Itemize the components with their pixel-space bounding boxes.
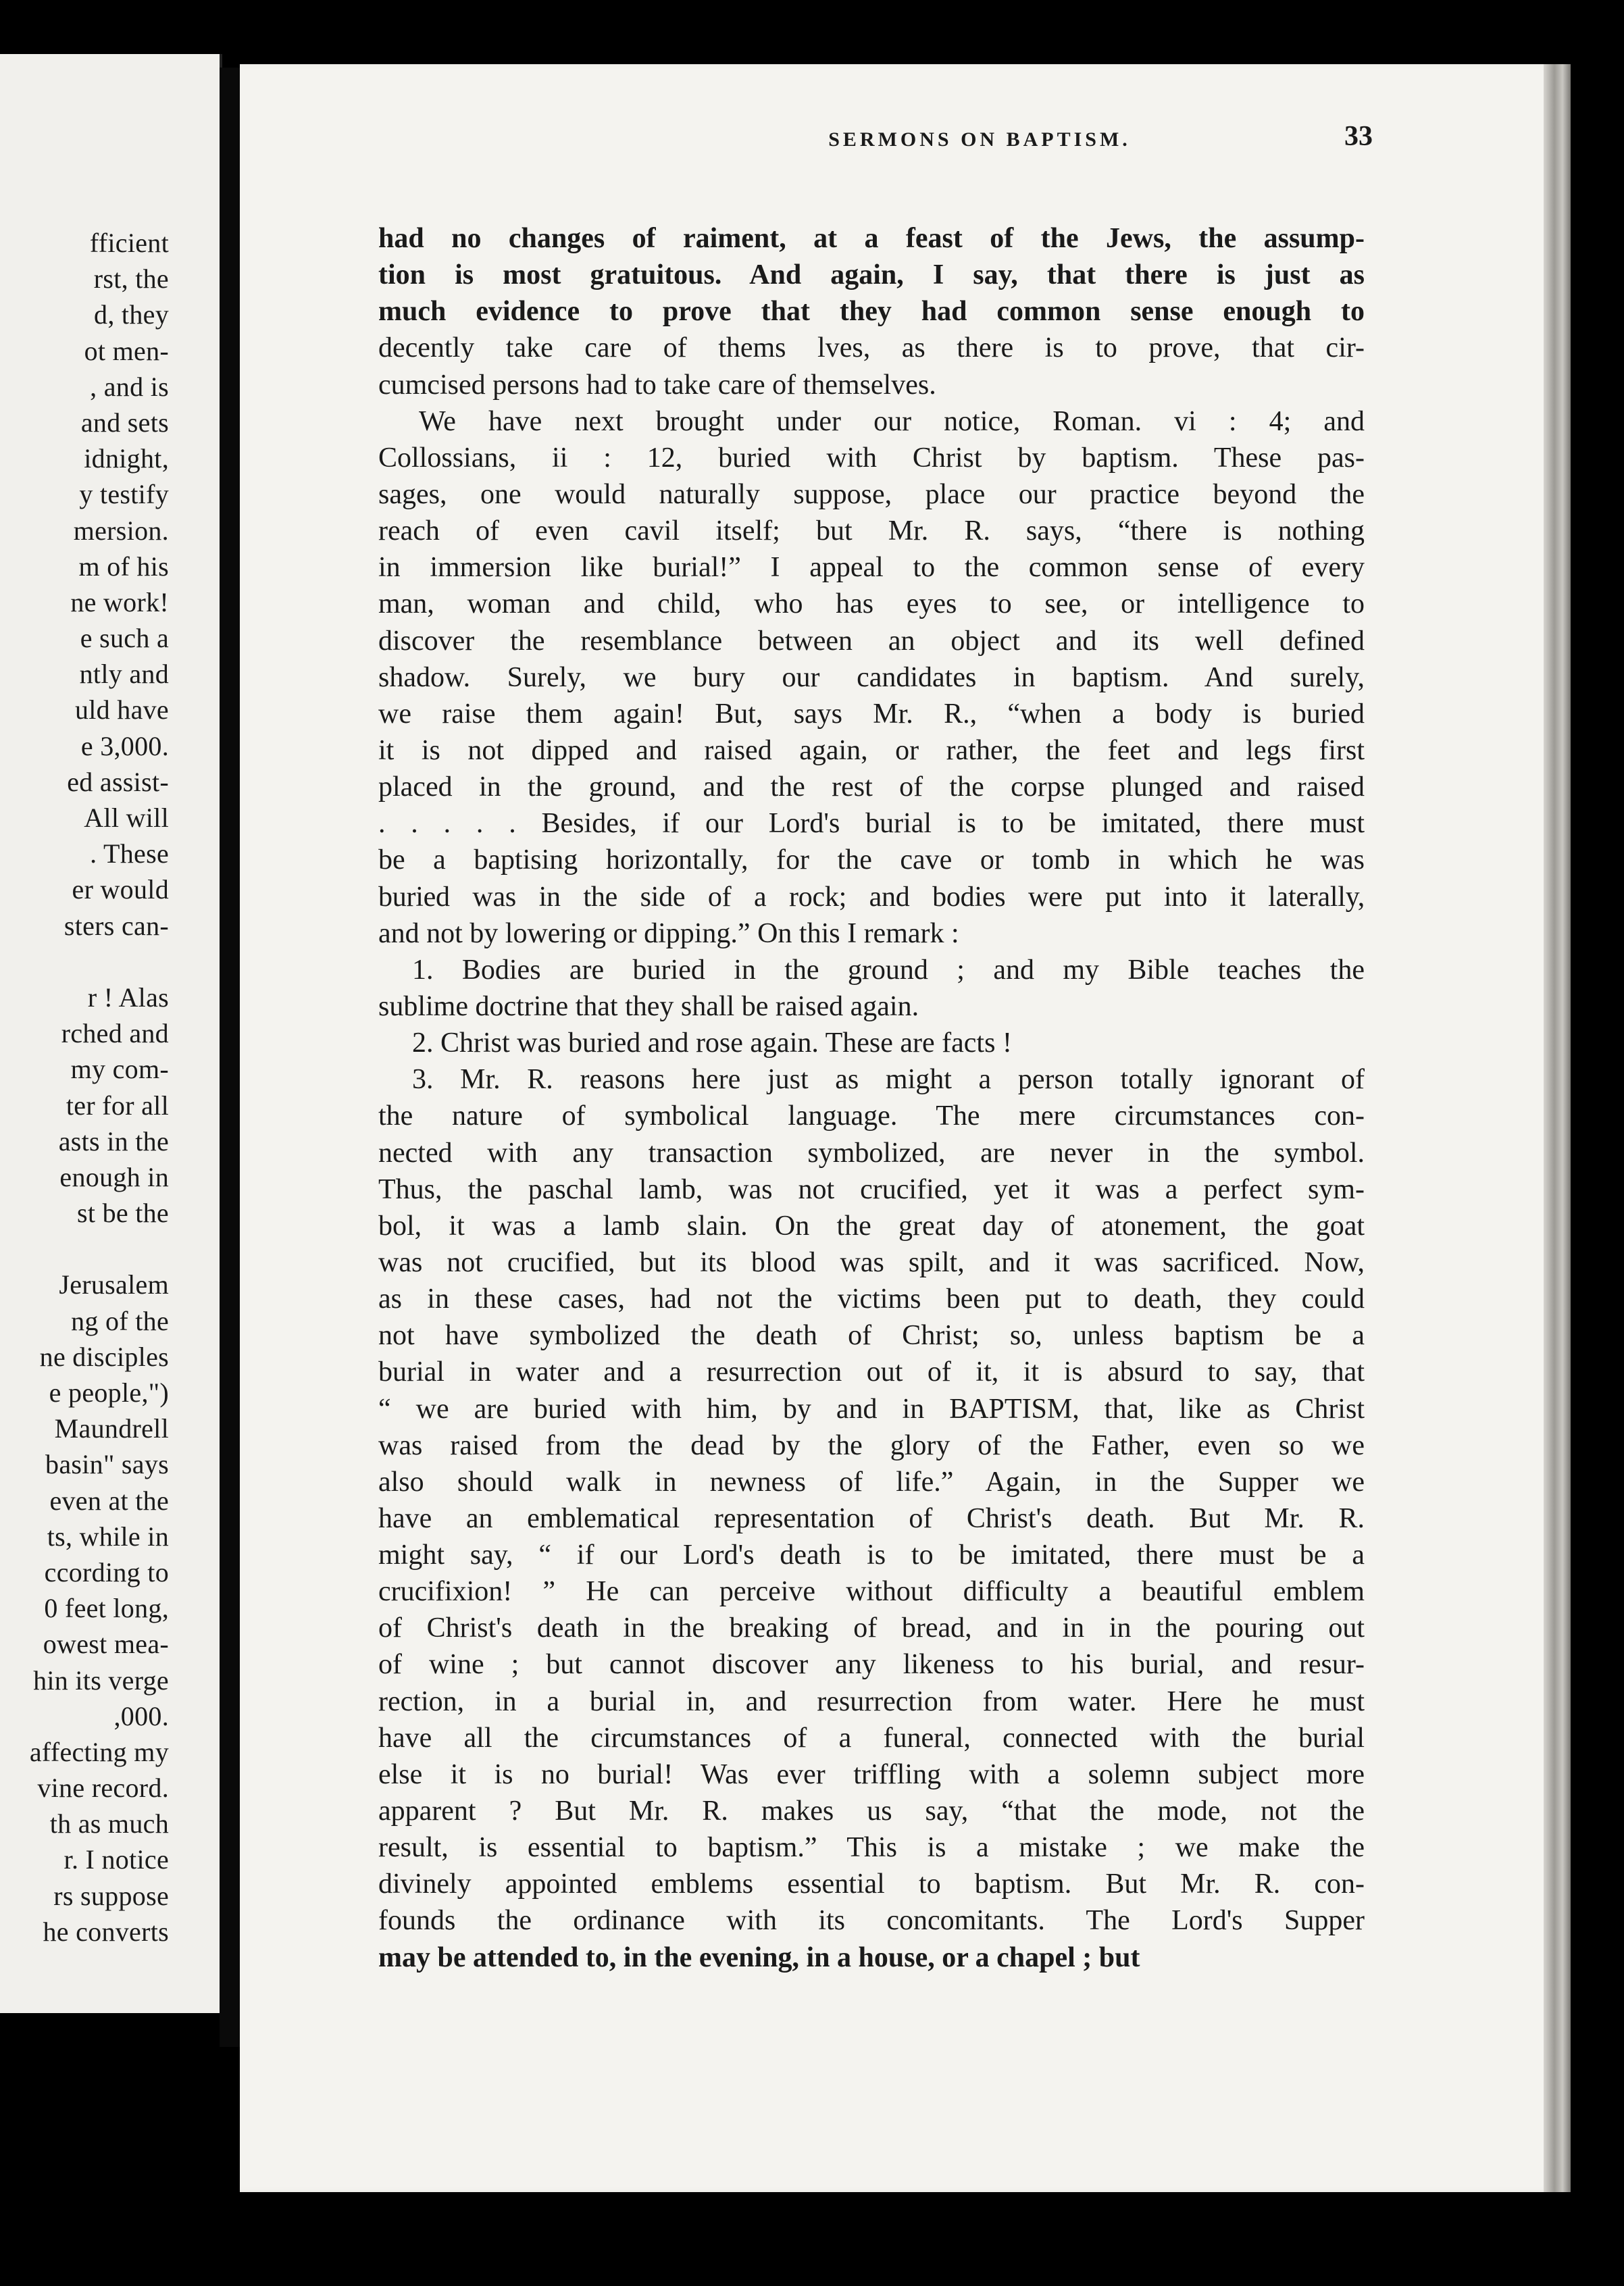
text-line: rection, in a burial in, and resurrection from water. Here he must	[378, 1685, 1365, 1717]
text-line: apparent ? But Mr. R. makes us say, “that the mode, not the	[378, 1796, 1365, 1827]
left-page-line: uld have	[74, 694, 169, 726]
left-page-line: er would	[72, 874, 169, 905]
left-page-line: rched and	[61, 1018, 169, 1049]
left-page-line: rst, the	[93, 263, 169, 295]
left-page-line: r ! Alas	[87, 982, 169, 1013]
text-line: we raise them again! But, says Mr. R., “when a body is buried	[378, 698, 1365, 730]
text-line: might say, “ if our Lord's death is to be imitated, there must be a	[378, 1540, 1365, 1571]
text-line: in immersion like burial!” I appeal to the common sense of every	[378, 552, 1365, 584]
text-line: nected with any transaction symbolized, are never in the symbol.	[378, 1137, 1365, 1169]
text-line: as in these cases, had not the victims been put to death, they could	[378, 1284, 1365, 1315]
left-page-line: mersion.	[73, 515, 169, 546]
left-page-line: affecting my	[29, 1736, 169, 1767]
left-page-line: d, they	[94, 299, 169, 330]
left-page-line: Maundrell	[54, 1413, 169, 1444]
left-page-text-fragments	[0, 225, 220, 1950]
text-line: . . . . . Besides, if our Lord's burial is to be imitated, there must	[378, 808, 1365, 840]
left-page-line: ed assist-	[67, 766, 169, 797]
text-line: the nature of symbolical language. The mere circumstances con-	[378, 1100, 1365, 1132]
text-line: buried was in the side of a rock; and bodies were put into it laterally,	[378, 881, 1365, 913]
left-page-line: m of his	[78, 551, 169, 582]
running-header: SERMONS ON BAPTISM.	[828, 128, 1131, 151]
left-page-line: e such a	[80, 623, 169, 654]
left-page-line: rs suppose	[53, 1880, 169, 1911]
left-page-line: y testify	[79, 479, 169, 510]
left-page-line: fficient	[89, 228, 169, 258]
left-page-line: owest mea-	[43, 1629, 169, 1660]
left-page-line: st be the	[76, 1198, 169, 1229]
left-page-line: e people,")	[49, 1377, 169, 1408]
text-line: 1. Bodies are buried in the ground ; and my Bible teaches the	[412, 954, 1365, 986]
text-line: man, woman and child, who has eyes to see, or intelligence to	[378, 588, 1365, 620]
text-line: much evidence to prove that they had common sense enough to	[378, 296, 1365, 328]
text-line: was not crucified, but its blood was spilt, and it was sacrificed. Now,	[378, 1246, 1365, 1278]
text-line: it is not dipped and raised again, or rather, the feet and legs first	[378, 734, 1365, 766]
text-line: decently take care of thems lves, as there is to prove, that cir-	[378, 332, 1365, 364]
left-page-line: ng of the	[71, 1305, 169, 1336]
text-line: may be attended to, in the evening, in a house, or a chapel ; but	[378, 1941, 1140, 1973]
text-line: else it is no burial! Was ever triffling with a solemn subject more	[378, 1758, 1365, 1790]
page-number: 33	[1344, 121, 1373, 152]
left-page-line: , and is	[90, 371, 169, 402]
left-page-line: r. I notice	[64, 1844, 169, 1875]
text-line: Thus, the paschal lamb, was not crucified, yet it was a perfect sym-	[378, 1173, 1365, 1205]
left-page-line: and sets	[80, 407, 169, 438]
left-page-line: asts in the	[58, 1125, 169, 1157]
text-line: sages, one would naturally suppose, place our practice beyond the	[378, 478, 1365, 510]
left-page-line: ccording to	[44, 1556, 169, 1587]
left-facing-page	[0, 54, 222, 2013]
text-line: of Christ's death in the breaking of bread, and in in the pouring out	[378, 1612, 1365, 1644]
text-line: tion is most gratuitous. And again, I say, that there is just as	[378, 259, 1365, 291]
left-page-line: All will	[84, 803, 169, 833]
text-line: We have next brought under our notice, Roman. vi : 4; and	[419, 405, 1365, 437]
text-line: not have symbolized the death of Christ; so, unless baptism be a	[378, 1320, 1365, 1352]
left-page-line: enough in	[59, 1161, 169, 1192]
text-line: 3. Mr. R. reasons here just as might a person totally ignorant of	[412, 1064, 1365, 1096]
left-page-line: ne disciples	[39, 1341, 169, 1372]
left-page-line: idnight,	[84, 443, 169, 474]
text-line: bol, it was a lamb slain. On the great day of atonement, the goat	[378, 1210, 1365, 1242]
text-line: have all the circumstances of a funeral, connected with the burial	[378, 1722, 1365, 1754]
left-page-line: e 3,000.	[80, 730, 169, 761]
text-line: burial in water and a resurrection out of it, it is absurd to say, that	[378, 1356, 1365, 1388]
text-line: “ we are buried with him, by and in BAPTISM, that, like as Christ	[378, 1393, 1365, 1425]
left-page-line	[0, 1231, 220, 1267]
left-page-line: ,000.	[113, 1700, 169, 1731]
left-page-line: Jerusalem	[59, 1269, 169, 1300]
text-line: was raised from the dead by the glory of the Father, even so we	[378, 1429, 1365, 1461]
text-line: crucifixion! ” He can perceive without difficulty a beautiful emblem	[378, 1576, 1365, 1608]
text-line: Collossians, ii : 12, buried with Christ by baptism. These pas-	[378, 442, 1365, 474]
left-page-line: 0 feet long,	[44, 1593, 169, 1624]
text-line: 2. Christ was buried and rose again. These are facts !	[412, 1027, 1012, 1059]
text-line: divinely appointed emblems essential to baptism. But Mr. R. con-	[378, 1869, 1365, 1900]
text-line: reach of even cavil itself; but Mr. R. says, “there is nothing	[378, 515, 1365, 547]
left-page-line: ne work!	[70, 586, 169, 617]
left-page-line: . These	[90, 838, 169, 869]
text-line: and not by lowering or dipping.” On this I remark :	[378, 917, 959, 949]
page-edge-shadow	[1544, 64, 1571, 2192]
text-line: be a baptising horizontally, for the cave or tomb in which he was	[378, 844, 1365, 876]
left-page-line: basin" says	[45, 1449, 169, 1480]
left-page-line: th as much	[49, 1808, 169, 1839]
text-line: cumcised persons had to take care of themselves.	[378, 369, 936, 401]
left-page-line: my com-	[70, 1054, 169, 1085]
text-line: founds the ordinance with its concomitants. The Lord's Supper	[378, 1905, 1365, 1937]
left-page-line: he converts	[43, 1916, 169, 1947]
text-line: placed in the ground, and the rest of the corpse plunged and raised	[378, 771, 1365, 803]
book-gutter	[220, 68, 240, 2047]
left-page-line: hin its verge	[33, 1665, 169, 1696]
text-line: had no changes of raiment, at a feast of the Jews, the assump-	[378, 223, 1365, 254]
left-page-line: vine record.	[37, 1773, 169, 1804]
text-line: result, is essential to baptism.” This is a mistake ; we make the	[378, 1832, 1365, 1864]
body-text	[378, 220, 1365, 1976]
text-line: discover the resemblance between an object and its well defined	[378, 625, 1365, 657]
left-page-line	[0, 944, 220, 980]
left-page-line: sters can-	[64, 910, 169, 941]
text-line: also should walk in newness of life.” Again, in the Supper we	[378, 1466, 1365, 1498]
left-page-line: ter for all	[66, 1090, 169, 1121]
text-line: shadow. Surely, we bury our candidates in baptism. And surely,	[378, 661, 1365, 693]
text-line: of wine ; but cannot discover any likeness to his burial, and resur-	[378, 1649, 1365, 1681]
text-line: have an emblematical representation of Christ's death. But Mr. R.	[378, 1502, 1365, 1534]
left-page-line: ts, while in	[47, 1521, 169, 1552]
left-page-line: even at the	[49, 1485, 169, 1516]
text-line: sublime doctrine that they shall be raised again.	[378, 990, 919, 1022]
left-page-line: ot men-	[84, 335, 169, 366]
left-page-line: ntly and	[79, 659, 169, 690]
